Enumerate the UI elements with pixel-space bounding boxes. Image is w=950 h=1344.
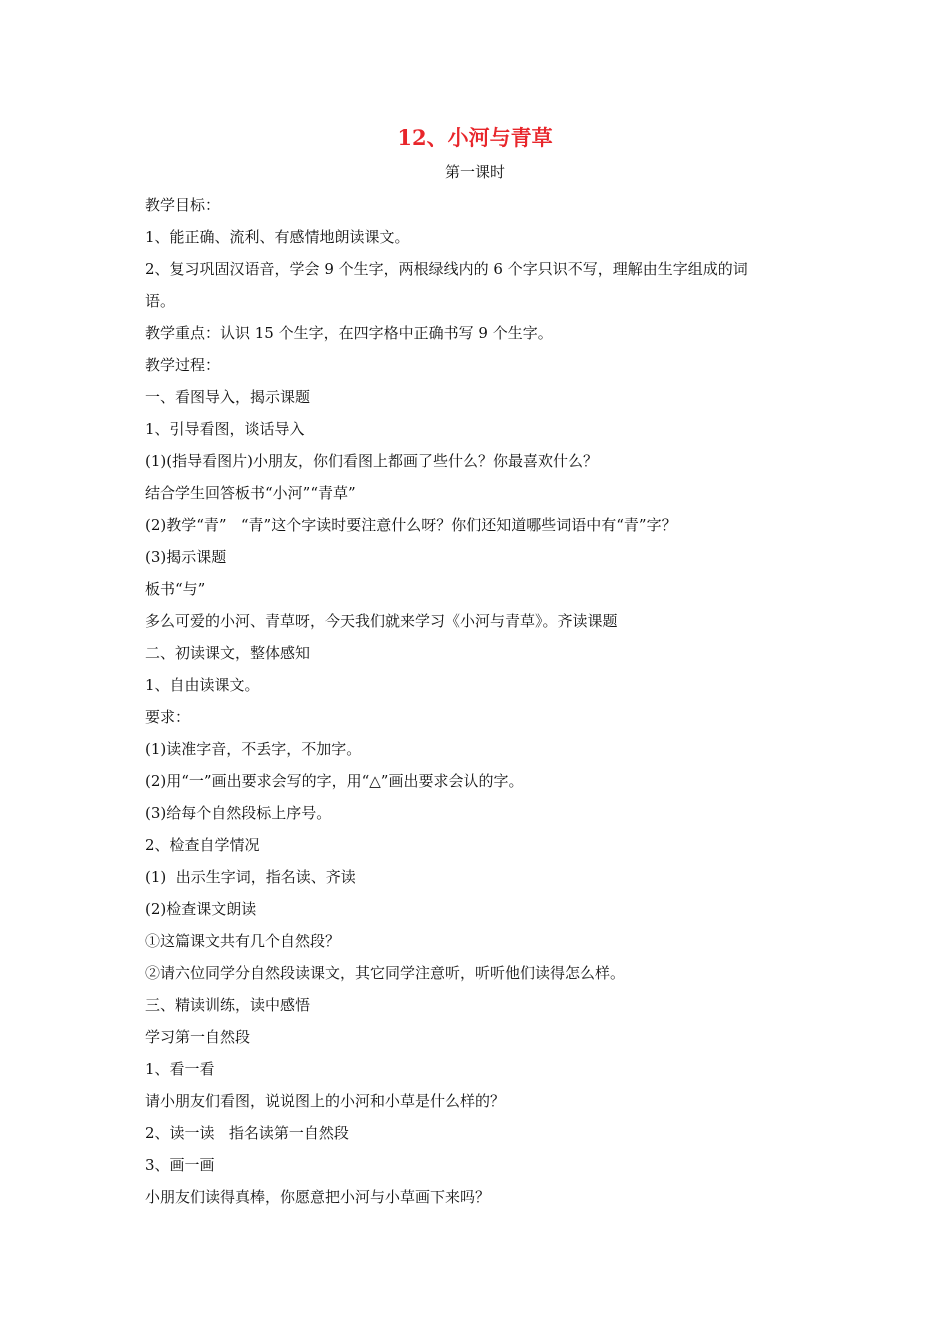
- text-line: ①这篇课文共有几个自然段？: [145, 932, 341, 950]
- text-line: (2)教学“青” “青”这个字读时要注意什么呀？你们还知道哪些词语中有“青”字？: [145, 516, 677, 534]
- text-line: (1) 出示生字词，指名读、齐读: [145, 868, 356, 886]
- text-line: 1、看一看: [145, 1060, 215, 1078]
- document-body: [145, 189, 815, 1213]
- text-line: 三、精读训练，读中感悟: [145, 996, 311, 1014]
- text-line: 1、引导看图，谈话导入: [145, 420, 305, 438]
- text-line: (2)用“一”画出要求会写的字，用“△”画出要求会认的字。: [145, 772, 524, 790]
- text-line: 教学重点：认识 15 个生字，在四字格中正确书写 9 个生字。: [145, 324, 553, 342]
- text-line: 一、看图导入，揭示课题: [145, 388, 311, 406]
- page-subtitle: 第一课时: [444, 163, 505, 181]
- text-line: 1、能正确、流利、有感情地朗读课文。: [145, 228, 410, 246]
- text-line: 2、复习巩固汉语音，学会 9 个生字，两根绿线内的 6 个字只识不写，理解由生字组成的词: [145, 260, 748, 278]
- text-line: (1)(指导看图片)小朋友，你们看图上都画了些什么？你最喜欢什么？: [145, 452, 598, 470]
- text-line: 2、检查自学情况: [145, 836, 260, 854]
- page-title: 12、小河与青草: [397, 125, 553, 150]
- text-line: (2)检查课文朗读: [145, 900, 257, 918]
- text-line: ②请六位同学分自然段读课文，其它同学注意听，听听他们读得怎么样。: [145, 964, 626, 982]
- text-line: 教学过程：: [145, 356, 221, 374]
- text-line: 二、初读课文，整体感知: [145, 644, 311, 662]
- text-line: 请小朋友们看图，说说图上的小河和小草是什么样的？: [145, 1092, 506, 1110]
- text-line: 教学目标：: [145, 196, 221, 214]
- text-line: 学习第一自然段: [145, 1028, 251, 1046]
- text-line: 结合学生回答板书“小河”“青草”: [145, 484, 356, 502]
- text-line: 板书“与”: [145, 580, 206, 598]
- text-line: 3、画一画: [145, 1156, 215, 1174]
- text-line: 多么可爱的小河、青草呀，今天我们就来学习《小河与青草》。齐读课题: [145, 612, 618, 630]
- text-line: 2、读一读 指名读第一自然段: [145, 1124, 349, 1142]
- text-line: 要求：: [145, 708, 191, 726]
- text-line: 语。: [145, 292, 176, 310]
- text-line: 小朋友们读得真棒，你愿意把小河与小草画下来吗？: [145, 1188, 491, 1206]
- text-line: (3)揭示课题: [145, 548, 227, 566]
- text-line: 1、自由读课文。: [145, 676, 260, 694]
- text-line: (3)给每个自然段标上序号。: [145, 804, 332, 822]
- text-line: (1)读准字音，不丢字，不加字。: [145, 740, 362, 758]
